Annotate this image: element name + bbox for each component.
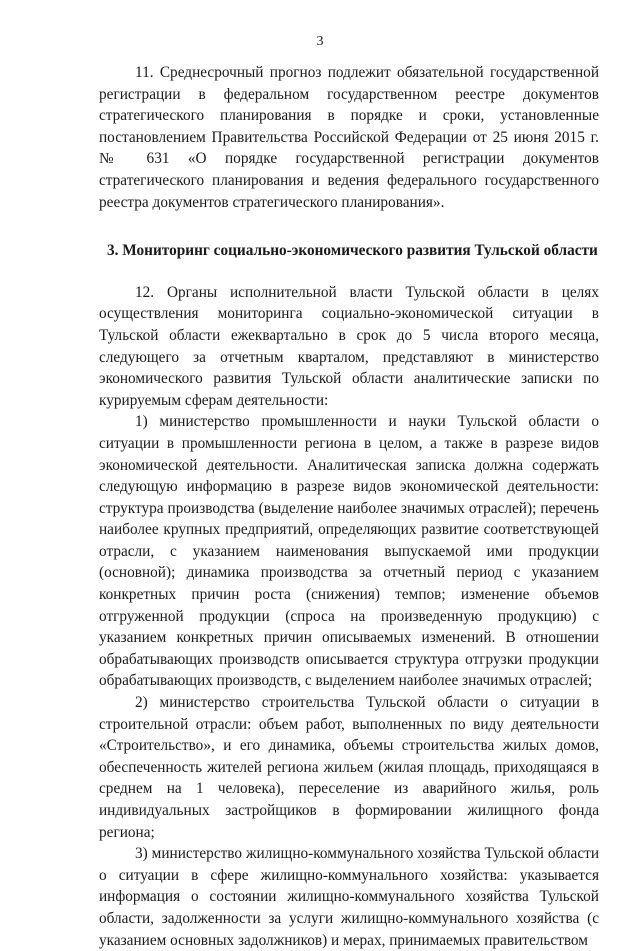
list-item-3: 3) министерство жилищно-коммунального хозяйства Тульской области о ситуации в сфере жилищно-коммунального хозяйства: указывается информация о состоянии жилищно-коммунального хозяйства Тульской области, задолженности за услуги жилищно-коммунального хозяйства (с указанием основных задолжников) и мерах, принимаемых правительством bbox=[99, 845, 599, 949]
page-number: 3 bbox=[316, 34, 324, 49]
section-heading: 3. Мониторинг социально-экономического развития Тульской области bbox=[107, 242, 598, 260]
paragraph-11: 11. Среднесрочный прогноз подлежит обязательной государственной регистрации в федеральном государственном реестре документов стратегического планирования в порядке и сроки, установленные постановлением Правительства Российской Федерации от 25 июня 2015 г. № 631 «О порядке государственной регистрации документов стратегического планирования и ведения федерального государственного реестра документов стратегического планирования». bbox=[99, 64, 599, 211]
list-item-2: 2) министерство строительства Тульской области о ситуации в строительной отрасли: объем работ, выполненных по виду деятельности «Строительство», и его динамика, объемы строительства жилых домов, обеспеченность жителей региона жильем (жилая площадь, приходящаяся в среднем на 1 человека), переселение из аварийного жилья, роль индивидуальных застройщиков в формировании жилищного фонда региона; bbox=[99, 694, 599, 841]
paragraph-12: 12. Органы исполнительной власти Тульской области в целях осуществления мониторинга социально-экономической ситуации в Тульской области ежеквартально в срок до 5 числа второго месяца, следующего за отчетным кварталом, представляют в министерство экономического развития Тульской области аналитические записки по курируемым сферам деятельности: bbox=[99, 283, 599, 409]
document-body bbox=[99, 62, 599, 951]
list-item-1: 1) министерство промышленности и науки Тульской области о ситуации в промышленности региона в целом, а также в разрезе видов экономической деятельности. Аналитическая записка должна содержать следующую информацию в разрезе видов экономической деятельности: структура производства (выделение наиболее значимых отраслей); перечень наиболее крупных предприятий, определяющих развитие соответствующей отрасли, с указанием наименования выпускаемой ими продукции (основной); динамика производства за отчетный период с указанием конкретных причин роста (снижения) темпов; изменение объемов отгруженной продукции (спроса на произведенную продукцию) с указанием конкретных причин описываемых изменений. В отношении обрабатывающих производств описывается структура отгрузки продукции обрабатывающих производств, с выделением наиболее значимых отраслей; bbox=[99, 413, 599, 690]
